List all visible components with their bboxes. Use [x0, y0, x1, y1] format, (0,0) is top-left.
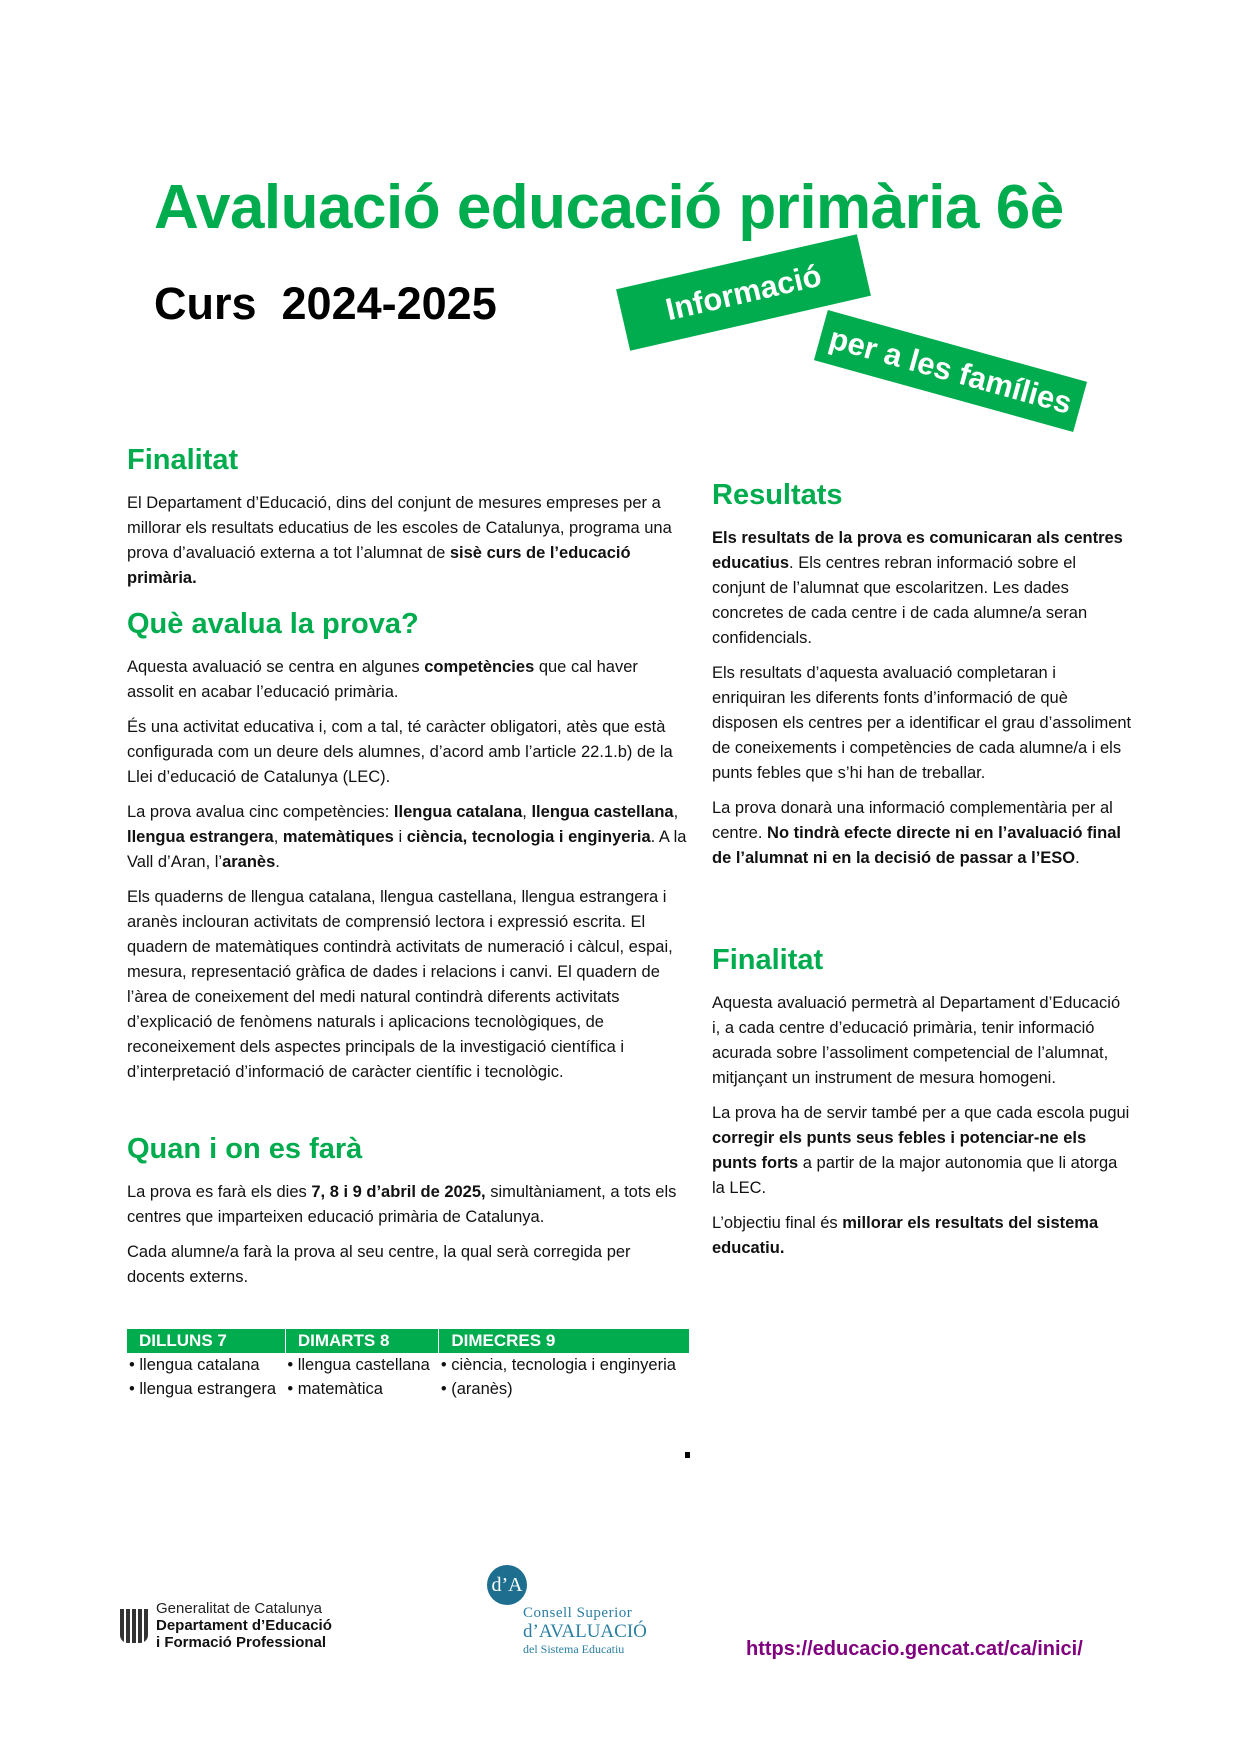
catalan-shield-icon [120, 1609, 148, 1643]
schedule-header: DILLUNS 7 [127, 1329, 285, 1353]
paragraph: La prova ha de servir també per a que cada escola pugui corregir els punts seus febles i potenciar-ne els punts forts a partir de la major autonomia que li atorga la LEC. [712, 1104, 1130, 1197]
paragraph: La prova avalua cinc competències: llengua catalana, llengua castellana, llengua estrangera, matemàtiques i ciència, tecnologia i enginyeria. A la Vall d’Aran, l’aranès. [127, 803, 687, 871]
schedule-header: DIMARTS 8 [285, 1329, 439, 1353]
schedule-table [127, 1329, 690, 1401]
logo-line: del Sistema Educatiu [523, 1642, 625, 1656]
section-finalitat-left [127, 443, 687, 601]
heading: Resultats [712, 479, 843, 511]
page-title: Avaluació educació primària 6è [154, 173, 1064, 242]
section-finalitat-right [712, 943, 1132, 1271]
consell-superior-logo [485, 1565, 655, 1657]
paragraph: L’objectiu final és millorar els resultats del sistema educatiu. [712, 1214, 1099, 1257]
schedule-cell: • llengua catalana • llengua estrangera [129, 1356, 277, 1398]
schedule-header: DIMECRES 9 [439, 1329, 690, 1353]
paragraph: Els quaderns de llengua catalana, llengua castellana, llengua estrangera i aranès inclouran activitats de comprensió lectora i expressió escrita. El quadern de matemàtiques contindrà activitats de numeració i càlcul, espai, mesura, representació gràfica de dades i relacions i canvi. El quadern de l’àrea de coneixement del medi natural contindrà diferents activitats d’explicació de fenòmens naturals i aplicacions tecnològiques, de reconeixement dels aspectes principals de la investigació científica i d’interpretació d’informació de caràcter científic i tecnològic. [127, 888, 673, 1081]
logo-line: i Formació Professional [156, 1634, 327, 1651]
paragraph: El Departament d’Educació, dins del conjunt de mesures empreses per a millorar els resultats educatius de les escoles de Catalunya, programa una prova d’avaluació externa a tot l’alumnat de sisè curs de l’educació primària. [127, 494, 672, 587]
schedule-cell: • llengua castellana • matemàtica [287, 1356, 430, 1398]
logo-line: Consell Superior [523, 1605, 633, 1621]
website-link[interactable]: https://educacio.gencat.cat/ca/inici/ [746, 1638, 1083, 1660]
paragraph: Els resultats d’aquesta avaluació completaran i enriquiran les diferents fonts d’informació de què disposen els centres per a identificar el grau d’assoliment de coneixements i competències de cada alumne/a i els punts febles que s’hi han de treballar. [712, 664, 1132, 782]
section-quan-on [127, 1132, 687, 1300]
paragraph: És una activitat educativa i, com a tal, té caràcter obligatori, atès que està configurada com un deure dels alumnes, d’acord amb l’article 22.1.b) de la Llei d’educació de Catalunya (LEC). [127, 718, 673, 786]
section-resultats [712, 478, 1132, 881]
stray-mark [685, 1452, 690, 1458]
paragraph: Els resultats de la prova es comunicaran als centres educatius. Els centres rebran informació sobre el conjunt de l’alumnat que escolaritzen. Les dades concretes de cada centre i de cada alumne/a seran confidencials. [712, 529, 1123, 647]
paragraph: La prova es farà els dies 7, 8 i 9 d’abril de 2025, simultàniament, a tots els centres que imparteixen educació primària de Catalunya. [127, 1183, 677, 1226]
csa-mark-icon: d’A [487, 1565, 527, 1605]
schedule-cell: • ciència, tecnologia i enginyeria • (aranès) [440, 1356, 676, 1398]
heading: Quan i on es farà [127, 1133, 363, 1165]
paragraph: Aquesta avaluació permetrà al Departament d’Educació i, a cada centre d’educació primària, tenir informació acurada sobre l’assoliment competencial de l’alumnat, mitjançant un instrument de mesura homogeni. [712, 994, 1121, 1087]
heading: Finalitat [127, 444, 239, 476]
section-que-avalua [127, 607, 687, 1095]
generalitat-logo [120, 1600, 332, 1651]
logo-line: Departament d’Educació [156, 1617, 332, 1634]
paragraph: Aquesta avaluació se centra en algunes competències que cal haver assolit en acabar l’educació primària. [127, 658, 638, 701]
logo-line: d’AVALUACIÓ [523, 1621, 647, 1642]
banner-informacio: Informació [616, 234, 871, 351]
paragraph: Cada alumne/a farà la prova al seu centre, la qual serà corregida per docents externs. [127, 1243, 631, 1286]
school-year: Curs 2024-2025 [154, 278, 497, 329]
logo-line: Generalitat de Catalunya [156, 1600, 322, 1617]
banner-families: per a les famílies [814, 310, 1087, 432]
heading: Finalitat [712, 944, 824, 976]
heading: Què avalua la prova? [127, 608, 419, 640]
paragraph: La prova donarà una informació complementària per al centre. No tindrà efecte directe ni en l’avaluació final de l’alumnat ni en la decisió de passar a l’ESO. [712, 799, 1121, 867]
